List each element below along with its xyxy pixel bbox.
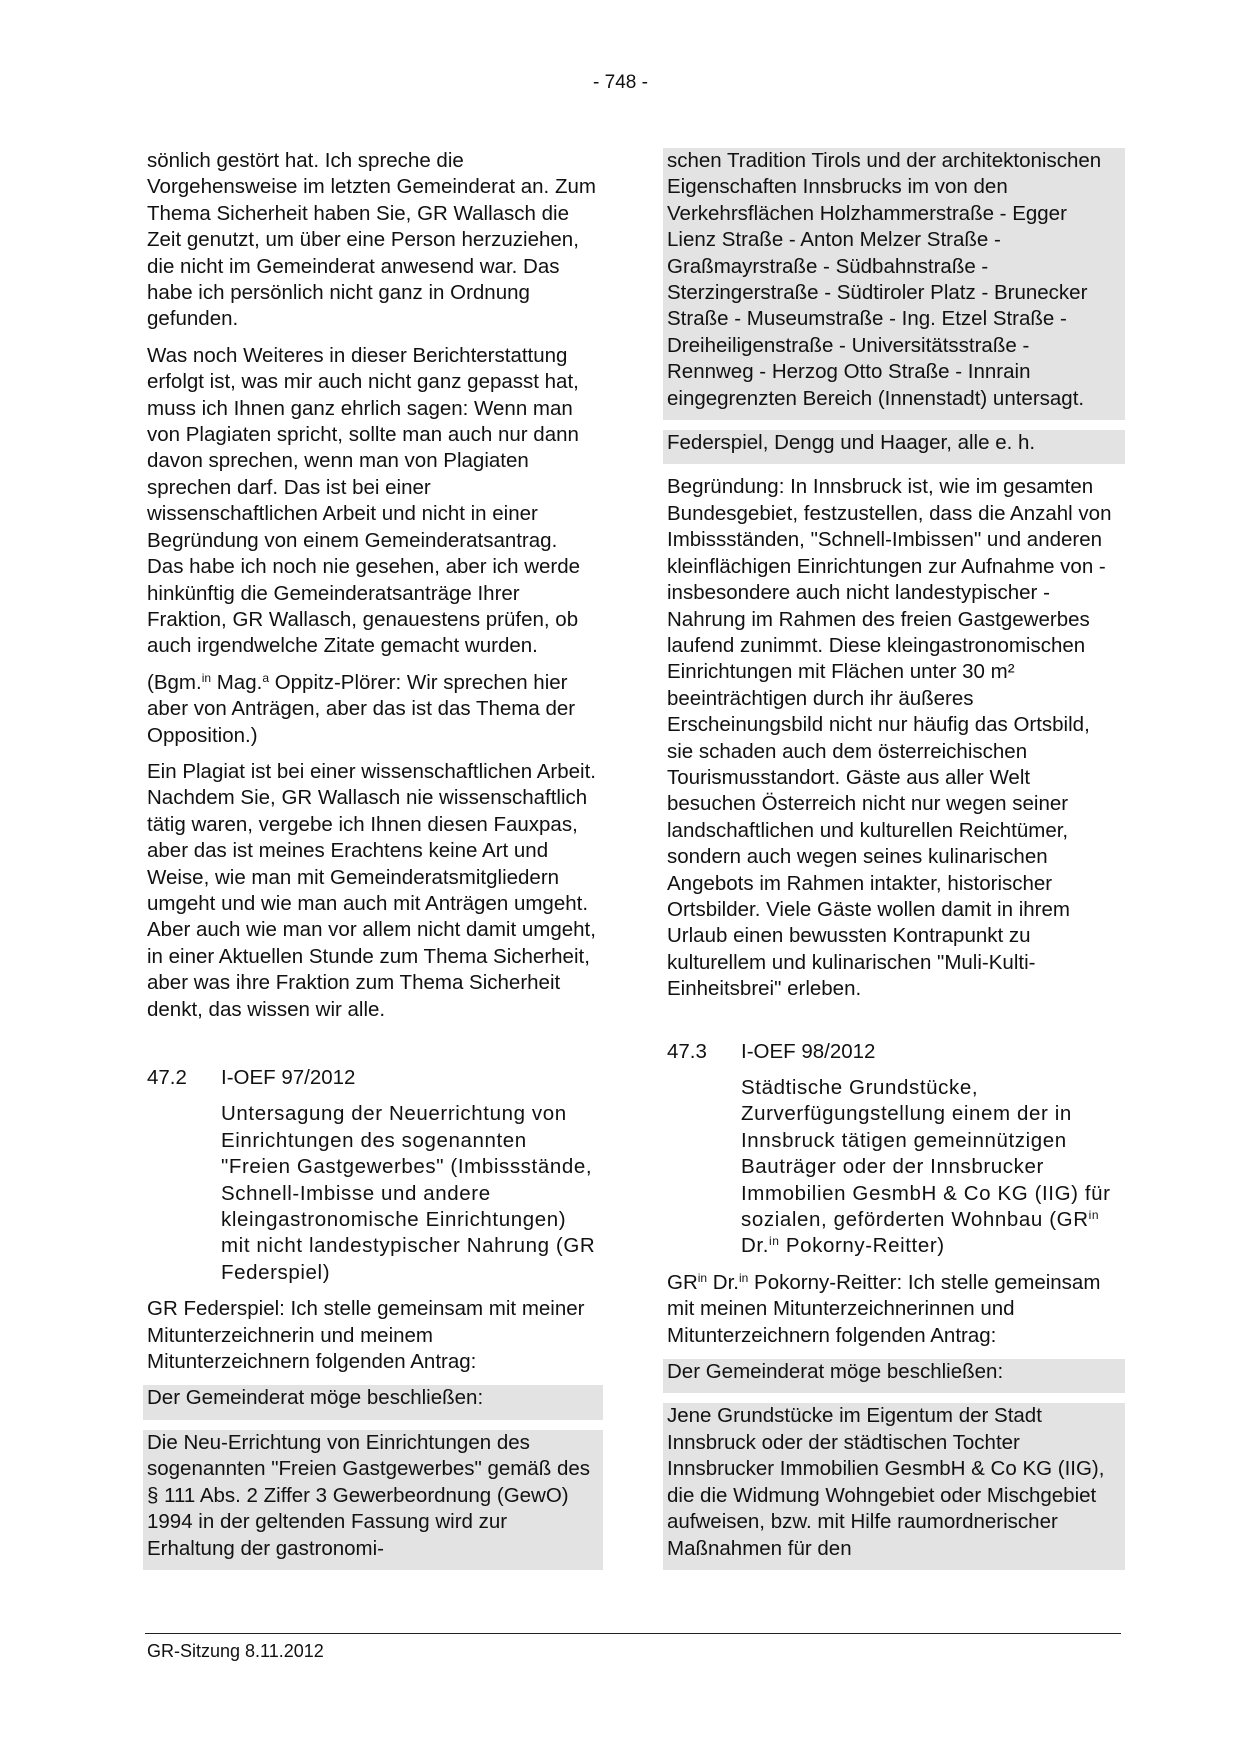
paragraph: GR Federspiel: Ich stelle gemeinsam mit meiner Mitunterzeichnerin und meinem Mitunterzeichnern folgenden Antrag: [147, 1297, 585, 1374]
section-number: 47.2 [147, 1066, 187, 1089]
motion-text: Die Neu-Errichtung von Einrichtungen des sogenannten "Freien Gastgewerbes" gemäß des § 111 Abs. 2 Ziffer 3 Gewerbeordnung (GewO) 1994 in der geltenden Fassung wird zur Erhaltung der gastronomi- [147, 1430, 591, 1560]
motion-heading: Der Gemeinderat möge beschließen: [147, 1386, 484, 1410]
text-run: Dr. [741, 1234, 769, 1258]
paragraph: sönlich gestört hat. Ich spreche die Vorgehensweise im letzten Gemeinderat an. Zum Thema Sicherheit haben Sie, GR Wallasch die Zeit genutzt, um über eine Person herzuziehen, die nicht im Gemeinderat anwesend war. Das habe ich persönlich nicht ganz in Ordnung gefunden. [147, 149, 596, 331]
motion-heading-box [663, 1359, 1125, 1393]
superscript: in [1088, 1208, 1100, 1223]
right-column [667, 148, 1121, 1570]
left-column [147, 148, 599, 1570]
section-heading [667, 1039, 1121, 1065]
text-run: Dr. [707, 1270, 739, 1294]
reason-paragraph: Begründung: In Innsbruck ist, wie im gesamten Bundesgebiet, festzustellen, dass die Anzahl von Imbissständen, "Schnell-Imbissen" und anderen kleinflächigen Einrichtungen zur Aufnahme von - insbesondere auch nicht landestypischer - Nahrung im Rahmen des freien Gastgewerbes laufend zunimmt. Diese kleingastronomischen Einrichtungen mit Flächen unter 30 m² beeinträchtigen durch ihr äußeres Erscheinungsbild nicht nur häufig das Ortsbild, sie schaden auch dem österreichischen Tourismusstandort. Gäste aus aller Welt besuchen Österreich nicht nur wegen seiner landschaftlichen und kulturellen Reichtümer, sondern auch wegen seines kulinarischen Angebots im Rahmen intakter, historischer Ortsbilder. Viele Gäste wollen damit in ihrem Urlaub einen bewussten Kontrapunkt zu kulturellem und kulinarischen "Muli-Kulti-Einheitsbrei" erleben. [667, 475, 1112, 1001]
motion-heading-box [143, 1385, 603, 1419]
section-subject [741, 1075, 1121, 1260]
section-subject: Untersagung der Neuerrichtung von Einrichtungen des sogenannten "Freien Gastgewerbes" (Imbissstände, Schnell-Imbisse und andere kleingastronomische Einrichtungen) mit nicht landestypischer Nahrung (GR Federspiel) [221, 1102, 596, 1284]
section-number: 47.3 [667, 1039, 707, 1063]
section-heading [147, 1065, 599, 1091]
text-run: Pokorny-Reitter) [779, 1234, 945, 1258]
paragraph: Ein Plagiat ist bei einer wissenschaftlichen Arbeit. Nachdem Sie, GR Wallasch nie wissenschaftlich tätig waren, vergebe ich Ihnen diesen Fauxpas, aber das ist meines Erachtens keine Art und Weise, wie man mit Gemeinderatsmitgliedern umgeht und wie man auch mit Anträgen umgeht. Aber auch wie man vor allem nicht damit umgeht, in einer Aktuellen Stunde zum Thema Sicherheit, aber was ihre Fraktion zum Thema Sicherheit denkt, das wissen wir alle. [147, 759, 596, 1021]
superscript: in [769, 1234, 780, 1249]
motion-text-box [663, 1403, 1125, 1569]
motion-text: schen Tradition Tirols und der architektonischen Eigenschaften Innsbrucks im von den Verkehrsflächen Holzhammerstraße - Egger Lienz Straße - Anton Melzer Straße - Graßmayrstraße - Südbahnstraße - Sterzingerstraße - Südtiroler Platz - Brunecker Straße - Museumstraße - Ing. Etzel Straße - Dreiheiligenstraße - Universitätsstraße - Rennweg - Herzog Otto Straße - Innrain eingegrenzten Bereich (Innenstadt) untersagt. [667, 149, 1102, 410]
section-code: I-OEF 98/2012 [741, 1039, 876, 1063]
signers: Federspiel, Dengg und Haager, alle e. h. [667, 431, 1036, 455]
superscript: in [739, 1270, 749, 1285]
footer-divider [145, 1633, 1121, 1634]
text-run: Städtische Grundstücke, Zurverfügungstellung einem der in Innsbruck tätigen gemeinnützigen Bauträger oder der Innsbrucker Immobilien GesmbH & Co KG (IIG) für sozialen, geförderten Wohnbau (GR [741, 1076, 1111, 1232]
paragraph [667, 1270, 1121, 1349]
section-code: I-OEF 97/2012 [221, 1066, 356, 1089]
motion-text-box [143, 1430, 603, 1570]
text-run: Mag. [211, 670, 263, 694]
motion-continuation-box [663, 148, 1125, 420]
paragraph: Was noch Weiteres in dieser Berichterstattung erfolgt ist, was mir auch nicht ganz gepasst hat, muss ich Ihnen ganz ehrlich sagen: Wenn man von Plagiaten spricht, sollte man auch nur dann davon sprechen, wenn man von Plagiaten sprechen darf. Das ist bei einer wissenschaftlichen Arbeit und nicht in einer Begründung von einem Gemeinderatsantrag. Das habe ich noch nie gesehen, aber ich werde hinkünftig die Gemeinderatsanträge Ihrer Fraktion, GR Wallasch, genauestens prüfen, ob auch irgendwelche Zitate gemacht wurden. [147, 343, 581, 658]
superscript: in [697, 1270, 708, 1285]
motion-text: Jene Grundstücke im Eigentum der Stadt Innsbruck oder der städtischen Tochter Innsbrucker Immobilien GesmbH & Co KG (IIG), die die Widmung Wohngebiet oder Mischgebiet aufweisen, bzw. mit Hilfe raumordnerischer Maßnahmen für den [667, 1404, 1105, 1560]
motion-heading: Der Gemeinderat möge beschließen: [667, 1360, 1004, 1384]
superscript: a [262, 670, 269, 685]
page-number: - 748 - [593, 72, 648, 93]
text-run: Oppitz-Plörer: Wir sprechen hier aber von Anträgen, aber das ist das Thema der Opposition.) [147, 670, 576, 747]
text-run: (Bgm. [147, 670, 202, 694]
signers-box [663, 430, 1125, 464]
text-run: GR [667, 1270, 698, 1294]
footer-session-date: GR-Sitzung 8.11.2012 [147, 1641, 324, 1661]
superscript: in [201, 670, 212, 685]
text-run: Pokorny-Reitter: Ich stelle gemeinsam mit meinen Mitunterzeichnerinnen und Mitunterzeichnern folgenden Antrag: [667, 1270, 1101, 1347]
paragraph-interjection [147, 670, 599, 749]
